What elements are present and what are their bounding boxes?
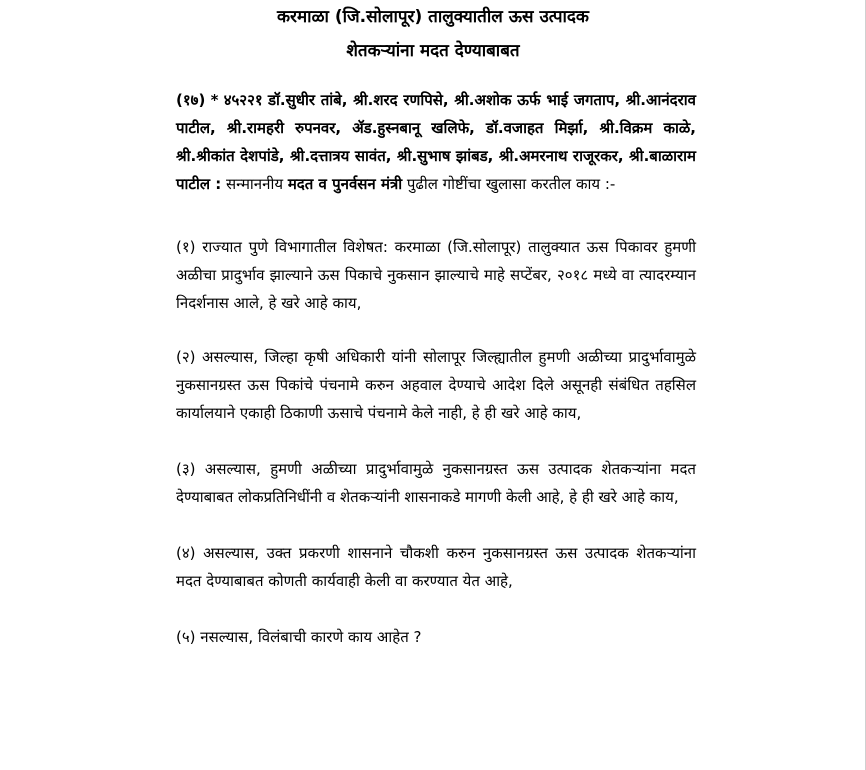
document-title-line1: करमाळा (जि.सोलापूर) तालुक्यातील ऊस उत्पादक xyxy=(277,7,589,27)
question-part-5: (५) नसल्यास, विलंबाची कारणे काय आहेत ? xyxy=(176,628,422,646)
question-id: ४५२२१ xyxy=(223,91,263,109)
question-number: (१७) xyxy=(176,91,206,109)
document-title-line2: शेतकऱ्यांना मदत देण्याबाबत xyxy=(346,41,520,61)
question-intro xyxy=(176,86,696,198)
question-part-2: (२) असल्यास, जिल्हा कृषी अधिकारी यांनी सोलापूर जिल्ह्यातील हुमणी अळीच्या प्रादुर्भावामुळे नुकसानग्रस्त ऊस पिकांचे पंचनामे करुन अहवाल देण्याचे आदेश दिले असूनही संबंधित तहसिल कार्यालयाने एकाही ठिकाणी ऊसाचे पंचनामे केले नाही, हे ही खरे आहे काय, xyxy=(176,348,696,422)
minister-title: मदत व पुनर्वसन मंत्री xyxy=(287,175,403,193)
question-part-4: (४) असल्यास, उक्त प्रकरणी शासनाने चौकशी करुन नुकसानग्रस्त ऊस उत्पादक शेतकऱ्यांना मदत देण्याबाबत कोणती कार्यवाही केली वा करण्यात येत आहे, xyxy=(176,544,696,590)
question-part-3: (३) असल्यास, हुमणी अळीच्या प्रादुर्भावामुळे नुकसानग्रस्त ऊस उत्पादक शेतकऱ्यांना मदत देण्याबाबत लोकप्रतिनिधींनी व शेतकऱ्यांनी शासनाकडे मागणी केली आहे, हे ही खरे आहे काय, xyxy=(176,460,696,506)
member-names: डॉ.सुधीर तांबे, श्री.शरद रणपिसे, श्री.अशोक ऊर्फ भाई जगताप, श्री.आनंदराव पाटील, श्री.रामहरी रुपनवर, ॲड.हुस्नबानू खलिफे, डॉ.वजाहत मिर्झा, श्री.विक्रम काळे, श्री.श्रीकांत देशपांडे, श्री.दत्तात्रय सावंत, श्री.सुभाष झांबड, श्री.अमरनाथ राजूरकर, श्री.बाळाराम पाटील : xyxy=(176,91,696,193)
star-mark: * xyxy=(210,91,219,109)
honorific: सन्माननीय xyxy=(226,175,284,193)
question-part-1: (१) राज्यात पुणे विभागातील विशेषत: करमाळा (जि.सोलापूर) तालुक्यात ऊस पिकावर हुमणी अळीचा प्रादुर्भाव झाल्याने ऊस पिकाचे नुकसान झाल्याचे माहे सप्टेंबर, २०१८ मध्ये वा त्यादरम्यान निदर्शनास आले, हे खरे आहे काय, xyxy=(176,238,696,312)
intro-tail: पुढील गोष्टींचा खुलासा करतील काय :- xyxy=(406,175,616,193)
